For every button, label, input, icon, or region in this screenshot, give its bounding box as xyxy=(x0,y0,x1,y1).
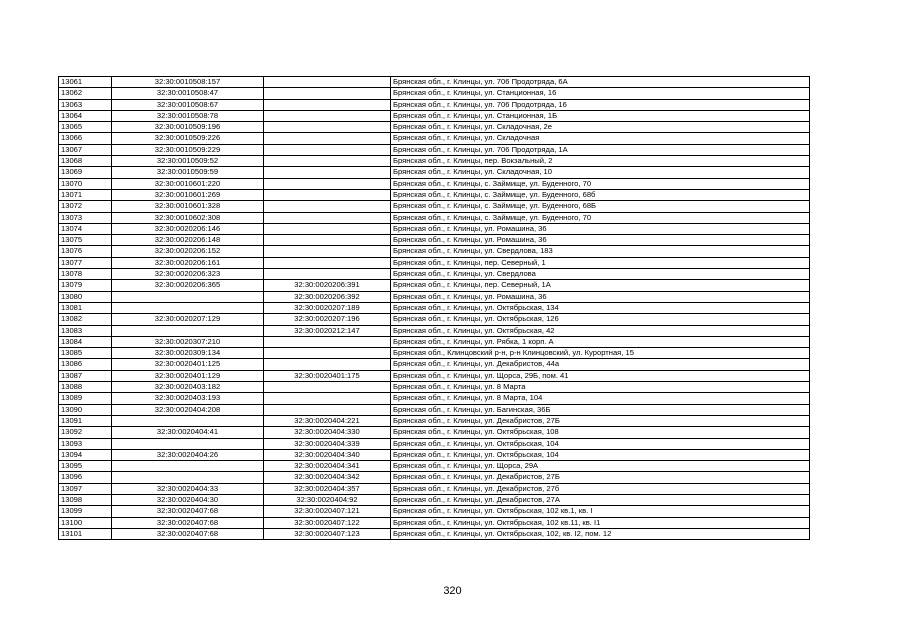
cadastral-number-cell: 32:30:0020206:161 xyxy=(112,257,264,268)
related-cadastral-number-cell xyxy=(264,110,391,121)
row-number-cell: 13068 xyxy=(59,156,112,167)
cadastral-number-cell: 32:30:0020404:30 xyxy=(112,494,264,505)
related-cadastral-number-cell: 32:30:0020404:340 xyxy=(264,449,391,460)
table-row xyxy=(59,189,810,200)
cadastral-number-cell: 32:30:0020206:148 xyxy=(112,235,264,246)
row-number-cell: 13070 xyxy=(59,178,112,189)
table-row xyxy=(59,144,810,155)
address-cell: Брянская обл., г. Клинцы, ул. 8 Марта, 104 xyxy=(391,393,810,404)
row-number-cell: 13093 xyxy=(59,438,112,449)
table-row xyxy=(59,122,810,133)
row-number-cell: 13074 xyxy=(59,223,112,234)
cadastral-number-cell: 32:30:0020404:208 xyxy=(112,404,264,415)
address-cell: Брянская обл., г. Клинцы, ул. Октябрьская, 102 кв.1, кв. I xyxy=(391,506,810,517)
address-cell: Брянская обл., г. Клинцы, ул. Свердлова xyxy=(391,269,810,280)
cadastral-number-cell: 32:30:0010601:269 xyxy=(112,189,264,200)
related-cadastral-number-cell xyxy=(264,257,391,268)
related-cadastral-number-cell xyxy=(264,223,391,234)
row-number-cell: 13089 xyxy=(59,393,112,404)
cadastral-number-cell: 32:30:0020207:129 xyxy=(112,314,264,325)
cadastral-number-cell: 32:30:0020407:68 xyxy=(112,506,264,517)
cadastral-number-cell: 32:30:0020407:68 xyxy=(112,517,264,528)
registry-table xyxy=(58,76,810,540)
address-cell: Брянская обл., г. Клинцы, ул. Декабристов, 27Б xyxy=(391,415,810,426)
table-row xyxy=(59,336,810,347)
related-cadastral-number-cell xyxy=(264,246,391,257)
cadastral-number-cell xyxy=(112,415,264,426)
row-number-cell: 13101 xyxy=(59,528,112,539)
table-row xyxy=(59,393,810,404)
address-cell: Брянская обл., г. Клинцы, пер. Вокзальный, 2 xyxy=(391,156,810,167)
cadastral-number-cell: 32:30:0010509:229 xyxy=(112,144,264,155)
table-row xyxy=(59,370,810,381)
table-row xyxy=(59,449,810,460)
related-cadastral-number-cell: 32:30:0020207:196 xyxy=(264,314,391,325)
cadastral-number-cell xyxy=(112,291,264,302)
table-row xyxy=(59,223,810,234)
related-cadastral-number-cell xyxy=(264,178,391,189)
table-row xyxy=(59,77,810,88)
cadastral-number-cell xyxy=(112,461,264,472)
table-row xyxy=(59,201,810,212)
related-cadastral-number-cell: 32:30:0020212:147 xyxy=(264,325,391,336)
address-cell: Брянская обл., г. Клинцы, ул. Декабристов, 27Б xyxy=(391,472,810,483)
address-cell: Брянская обл., Клинцовский р-н, р-н Клинцовский, ул. Курортная, 15 xyxy=(391,348,810,359)
related-cadastral-number-cell xyxy=(264,88,391,99)
row-number-cell: 13094 xyxy=(59,449,112,460)
address-cell: Брянская обл., г. Клинцы, ул. Щорса, 29А xyxy=(391,461,810,472)
address-cell: Брянская обл., г. Клинцы, ул. 8 Марта xyxy=(391,382,810,393)
related-cadastral-number-cell xyxy=(264,156,391,167)
row-number-cell: 13086 xyxy=(59,359,112,370)
row-number-cell: 13095 xyxy=(59,461,112,472)
cadastral-number-cell: 32:30:0010601:328 xyxy=(112,201,264,212)
cadastral-number-cell xyxy=(112,325,264,336)
related-cadastral-number-cell: 32:30:0020206:391 xyxy=(264,280,391,291)
cadastral-number-cell: 32:30:0020403:182 xyxy=(112,382,264,393)
related-cadastral-number-cell xyxy=(264,122,391,133)
address-cell: Брянская обл., г. Клинцы, ул. Щорса, 29Б, пом. 41 xyxy=(391,370,810,381)
cadastral-number-cell: 32:30:0020404:26 xyxy=(112,449,264,460)
table-row xyxy=(59,506,810,517)
related-cadastral-number-cell xyxy=(264,393,391,404)
related-cadastral-number-cell: 32:30:0020404:221 xyxy=(264,415,391,426)
table-row xyxy=(59,178,810,189)
table-row xyxy=(59,382,810,393)
address-cell: Брянская обл., г. Клинцы, ул. 706 Продотряда, 16 xyxy=(391,99,810,110)
address-cell: Брянская обл., г. Клинцы, ул. Станционная, 1Б xyxy=(391,110,810,121)
address-cell: Брянская обл., г. Клинцы, с. Займище, ул. Буденного, 68Б xyxy=(391,201,810,212)
cadastral-number-cell: 32:30:0010508:157 xyxy=(112,77,264,88)
address-cell: Брянская обл., г. Клинцы, ул. 706 Продотряда, 6А xyxy=(391,77,810,88)
related-cadastral-number-cell: 32:30:0020404:330 xyxy=(264,427,391,438)
related-cadastral-number-cell xyxy=(264,348,391,359)
address-cell: Брянская обл., г. Клинцы, ул. Октябрьская, 42 xyxy=(391,325,810,336)
table-row xyxy=(59,359,810,370)
address-cell: Брянская обл., г. Клинцы, ул. Октябрьская, 134 xyxy=(391,302,810,313)
row-number-cell: 13077 xyxy=(59,257,112,268)
table-row xyxy=(59,212,810,223)
row-number-cell: 13075 xyxy=(59,235,112,246)
table-row xyxy=(59,494,810,505)
address-cell: Брянская обл., г. Клинцы, ул. Складочная xyxy=(391,133,810,144)
related-cadastral-number-cell xyxy=(264,359,391,370)
related-cadastral-number-cell xyxy=(264,212,391,223)
related-cadastral-number-cell xyxy=(264,235,391,246)
related-cadastral-number-cell xyxy=(264,144,391,155)
cadastral-number-cell: 32:30:0020401:129 xyxy=(112,370,264,381)
cadastral-number-cell: 32:30:0020206:146 xyxy=(112,223,264,234)
related-cadastral-number-cell xyxy=(264,336,391,347)
related-cadastral-number-cell: 32:30:0020407:121 xyxy=(264,506,391,517)
row-number-cell: 13080 xyxy=(59,291,112,302)
address-cell: Брянская обл., г. Клинцы, ул. Станционная, 16 xyxy=(391,88,810,99)
related-cadastral-number-cell: 32:30:0020404:92 xyxy=(264,494,391,505)
cadastral-number-cell: 32:30:0010509:59 xyxy=(112,167,264,178)
cadastral-number-cell: 32:30:0020309:134 xyxy=(112,348,264,359)
table-row xyxy=(59,156,810,167)
related-cadastral-number-cell: 32:30:0020404:341 xyxy=(264,461,391,472)
address-cell: Брянская обл., г. Клинцы, ул. Октябрьская, 104 xyxy=(391,449,810,460)
row-number-cell: 13067 xyxy=(59,144,112,155)
row-number-cell: 13079 xyxy=(59,280,112,291)
address-cell: Брянская обл., г. Клинцы, ул. Багинская, 36Б xyxy=(391,404,810,415)
registry-table-body xyxy=(59,77,810,540)
table-row xyxy=(59,483,810,494)
table-row xyxy=(59,415,810,426)
address-cell: Брянская обл., г. Клинцы, пер. Северный, 1 xyxy=(391,257,810,268)
cadastral-number-cell: 32:30:0020206:323 xyxy=(112,269,264,280)
table-row xyxy=(59,427,810,438)
row-number-cell: 13096 xyxy=(59,472,112,483)
address-cell: Брянская обл., г. Клинцы, ул. Октябрьская, 104 xyxy=(391,438,810,449)
row-number-cell: 13082 xyxy=(59,314,112,325)
table-row xyxy=(59,302,810,313)
row-number-cell: 13078 xyxy=(59,269,112,280)
table-row xyxy=(59,280,810,291)
address-cell: Брянская обл., г. Клинцы, ул. Ромашина, 36 xyxy=(391,291,810,302)
row-number-cell: 13072 xyxy=(59,201,112,212)
cadastral-number-cell: 32:30:0010508:47 xyxy=(112,88,264,99)
related-cadastral-number-cell xyxy=(264,404,391,415)
address-cell: Брянская обл., г. Клинцы, ул. Рябка, 1 корп. А xyxy=(391,336,810,347)
related-cadastral-number-cell xyxy=(264,133,391,144)
table-row xyxy=(59,246,810,257)
address-cell: Брянская обл., г. Клинцы, ул. Октябрьская, 102 кв.11, кв. I1 xyxy=(391,517,810,528)
table-row xyxy=(59,404,810,415)
row-number-cell: 13076 xyxy=(59,246,112,257)
cadastral-number-cell: 32:30:0010509:196 xyxy=(112,122,264,133)
address-cell: Брянская обл., г. Клинцы, ул. Свердлова, 183 xyxy=(391,246,810,257)
cadastral-number-cell: 32:30:0020404:33 xyxy=(112,483,264,494)
address-cell: Брянская обл., г. Клинцы, ул. Декабристов, 27А xyxy=(391,494,810,505)
related-cadastral-number-cell: 32:30:0020401:175 xyxy=(264,370,391,381)
related-cadastral-number-cell xyxy=(264,99,391,110)
cadastral-number-cell: 32:30:0020401:125 xyxy=(112,359,264,370)
row-number-cell: 13062 xyxy=(59,88,112,99)
table-row xyxy=(59,167,810,178)
cadastral-number-cell: 32:30:0010508:78 xyxy=(112,110,264,121)
table-row xyxy=(59,110,810,121)
row-number-cell: 13063 xyxy=(59,99,112,110)
table-row xyxy=(59,88,810,99)
address-cell: Брянская обл., г. Клинцы, ул. Ромашина, 36 xyxy=(391,235,810,246)
related-cadastral-number-cell: 32:30:0020404:339 xyxy=(264,438,391,449)
related-cadastral-number-cell xyxy=(264,201,391,212)
cadastral-number-cell: 32:30:0010509:226 xyxy=(112,133,264,144)
row-number-cell: 13081 xyxy=(59,302,112,313)
related-cadastral-number-cell: 32:30:0020404:357 xyxy=(264,483,391,494)
address-cell: Брянская обл., г. Клинцы, ул. Октябрьская, 102, кв. I2, пом. 12 xyxy=(391,528,810,539)
related-cadastral-number-cell xyxy=(264,269,391,280)
address-cell: Брянская обл., г. Клинцы, ул. Ромашина, 36 xyxy=(391,223,810,234)
row-number-cell: 13061 xyxy=(59,77,112,88)
row-number-cell: 13090 xyxy=(59,404,112,415)
address-cell: Брянская обл., г. Клинцы, ул. 706 Продотряда, 1А xyxy=(391,144,810,155)
table-row xyxy=(59,461,810,472)
row-number-cell: 13071 xyxy=(59,189,112,200)
row-number-cell: 13100 xyxy=(59,517,112,528)
cadastral-number-cell: 32:30:0020403:193 xyxy=(112,393,264,404)
row-number-cell: 13066 xyxy=(59,133,112,144)
address-cell: Брянская обл., г. Клинцы, пер. Северный, 1А xyxy=(391,280,810,291)
address-cell: Брянская обл., г. Клинцы, ул. Складочная, 10 xyxy=(391,167,810,178)
related-cadastral-number-cell xyxy=(264,77,391,88)
related-cadastral-number-cell: 32:30:0020207:189 xyxy=(264,302,391,313)
row-number-cell: 13084 xyxy=(59,336,112,347)
cadastral-number-cell: 32:30:0020206:152 xyxy=(112,246,264,257)
table-row xyxy=(59,438,810,449)
table-row xyxy=(59,325,810,336)
row-number-cell: 13085 xyxy=(59,348,112,359)
address-cell: Брянская обл., г. Клинцы, с. Займище, ул. Буденного, 68б xyxy=(391,189,810,200)
cadastral-number-cell: 32:30:0010602:308 xyxy=(112,212,264,223)
row-number-cell: 13088 xyxy=(59,382,112,393)
table-row xyxy=(59,235,810,246)
related-cadastral-number-cell xyxy=(264,189,391,200)
row-number-cell: 13099 xyxy=(59,506,112,517)
row-number-cell: 13091 xyxy=(59,415,112,426)
address-cell: Брянская обл., г. Клинцы, ул. Декабристов, 27б xyxy=(391,483,810,494)
cadastral-number-cell: 32:30:0020407:68 xyxy=(112,528,264,539)
address-cell: Брянская обл., г. Клинцы, ул. Декабристов, 44а xyxy=(391,359,810,370)
cadastral-number-cell: 32:30:0020404:41 xyxy=(112,427,264,438)
row-number-cell: 13069 xyxy=(59,167,112,178)
table-row xyxy=(59,348,810,359)
related-cadastral-number-cell xyxy=(264,167,391,178)
cadastral-number-cell: 32:30:0020307:210 xyxy=(112,336,264,347)
table-row xyxy=(59,257,810,268)
table-row xyxy=(59,528,810,539)
cadastral-number-cell xyxy=(112,302,264,313)
table-row xyxy=(59,472,810,483)
table-row xyxy=(59,314,810,325)
related-cadastral-number-cell: 32:30:0020407:122 xyxy=(264,517,391,528)
related-cadastral-number-cell: 32:30:0020407:123 xyxy=(264,528,391,539)
page-number: 320 xyxy=(443,585,462,597)
address-cell: Брянская обл., г. Клинцы, с. Займище, ул. Буденного, 70 xyxy=(391,212,810,223)
row-number-cell: 13087 xyxy=(59,370,112,381)
row-number-cell: 13092 xyxy=(59,427,112,438)
cadastral-number-cell xyxy=(112,472,264,483)
row-number-cell: 13065 xyxy=(59,122,112,133)
row-number-cell: 13073 xyxy=(59,212,112,223)
row-number-cell: 13097 xyxy=(59,483,112,494)
address-cell: Брянская обл., г. Клинцы, ул. Октябрьская, 126 xyxy=(391,314,810,325)
cadastral-number-cell xyxy=(112,438,264,449)
cadastral-number-cell: 32:30:0010601:220 xyxy=(112,178,264,189)
table-row xyxy=(59,291,810,302)
table-row xyxy=(59,133,810,144)
table-row xyxy=(59,517,810,528)
cadastral-number-cell: 32:30:0010509:52 xyxy=(112,156,264,167)
row-number-cell: 13083 xyxy=(59,325,112,336)
table-row xyxy=(59,269,810,280)
related-cadastral-number-cell: 32:30:0020404:342 xyxy=(264,472,391,483)
row-number-cell: 13098 xyxy=(59,494,112,505)
related-cadastral-number-cell: 32:30:0020206:392 xyxy=(264,291,391,302)
row-number-cell: 13064 xyxy=(59,110,112,121)
cadastral-number-cell: 32:30:0020206:365 xyxy=(112,280,264,291)
related-cadastral-number-cell xyxy=(264,382,391,393)
table-row xyxy=(59,99,810,110)
address-cell: Брянская обл., г. Клинцы, ул. Октябрьская, 108 xyxy=(391,427,810,438)
cadastral-number-cell: 32:30:0010508:67 xyxy=(112,99,264,110)
address-cell: Брянская обл., г. Клинцы, ул. Складочная, 2е xyxy=(391,122,810,133)
address-cell: Брянская обл., г. Клинцы, с. Займище, ул. Буденного, 70 xyxy=(391,178,810,189)
